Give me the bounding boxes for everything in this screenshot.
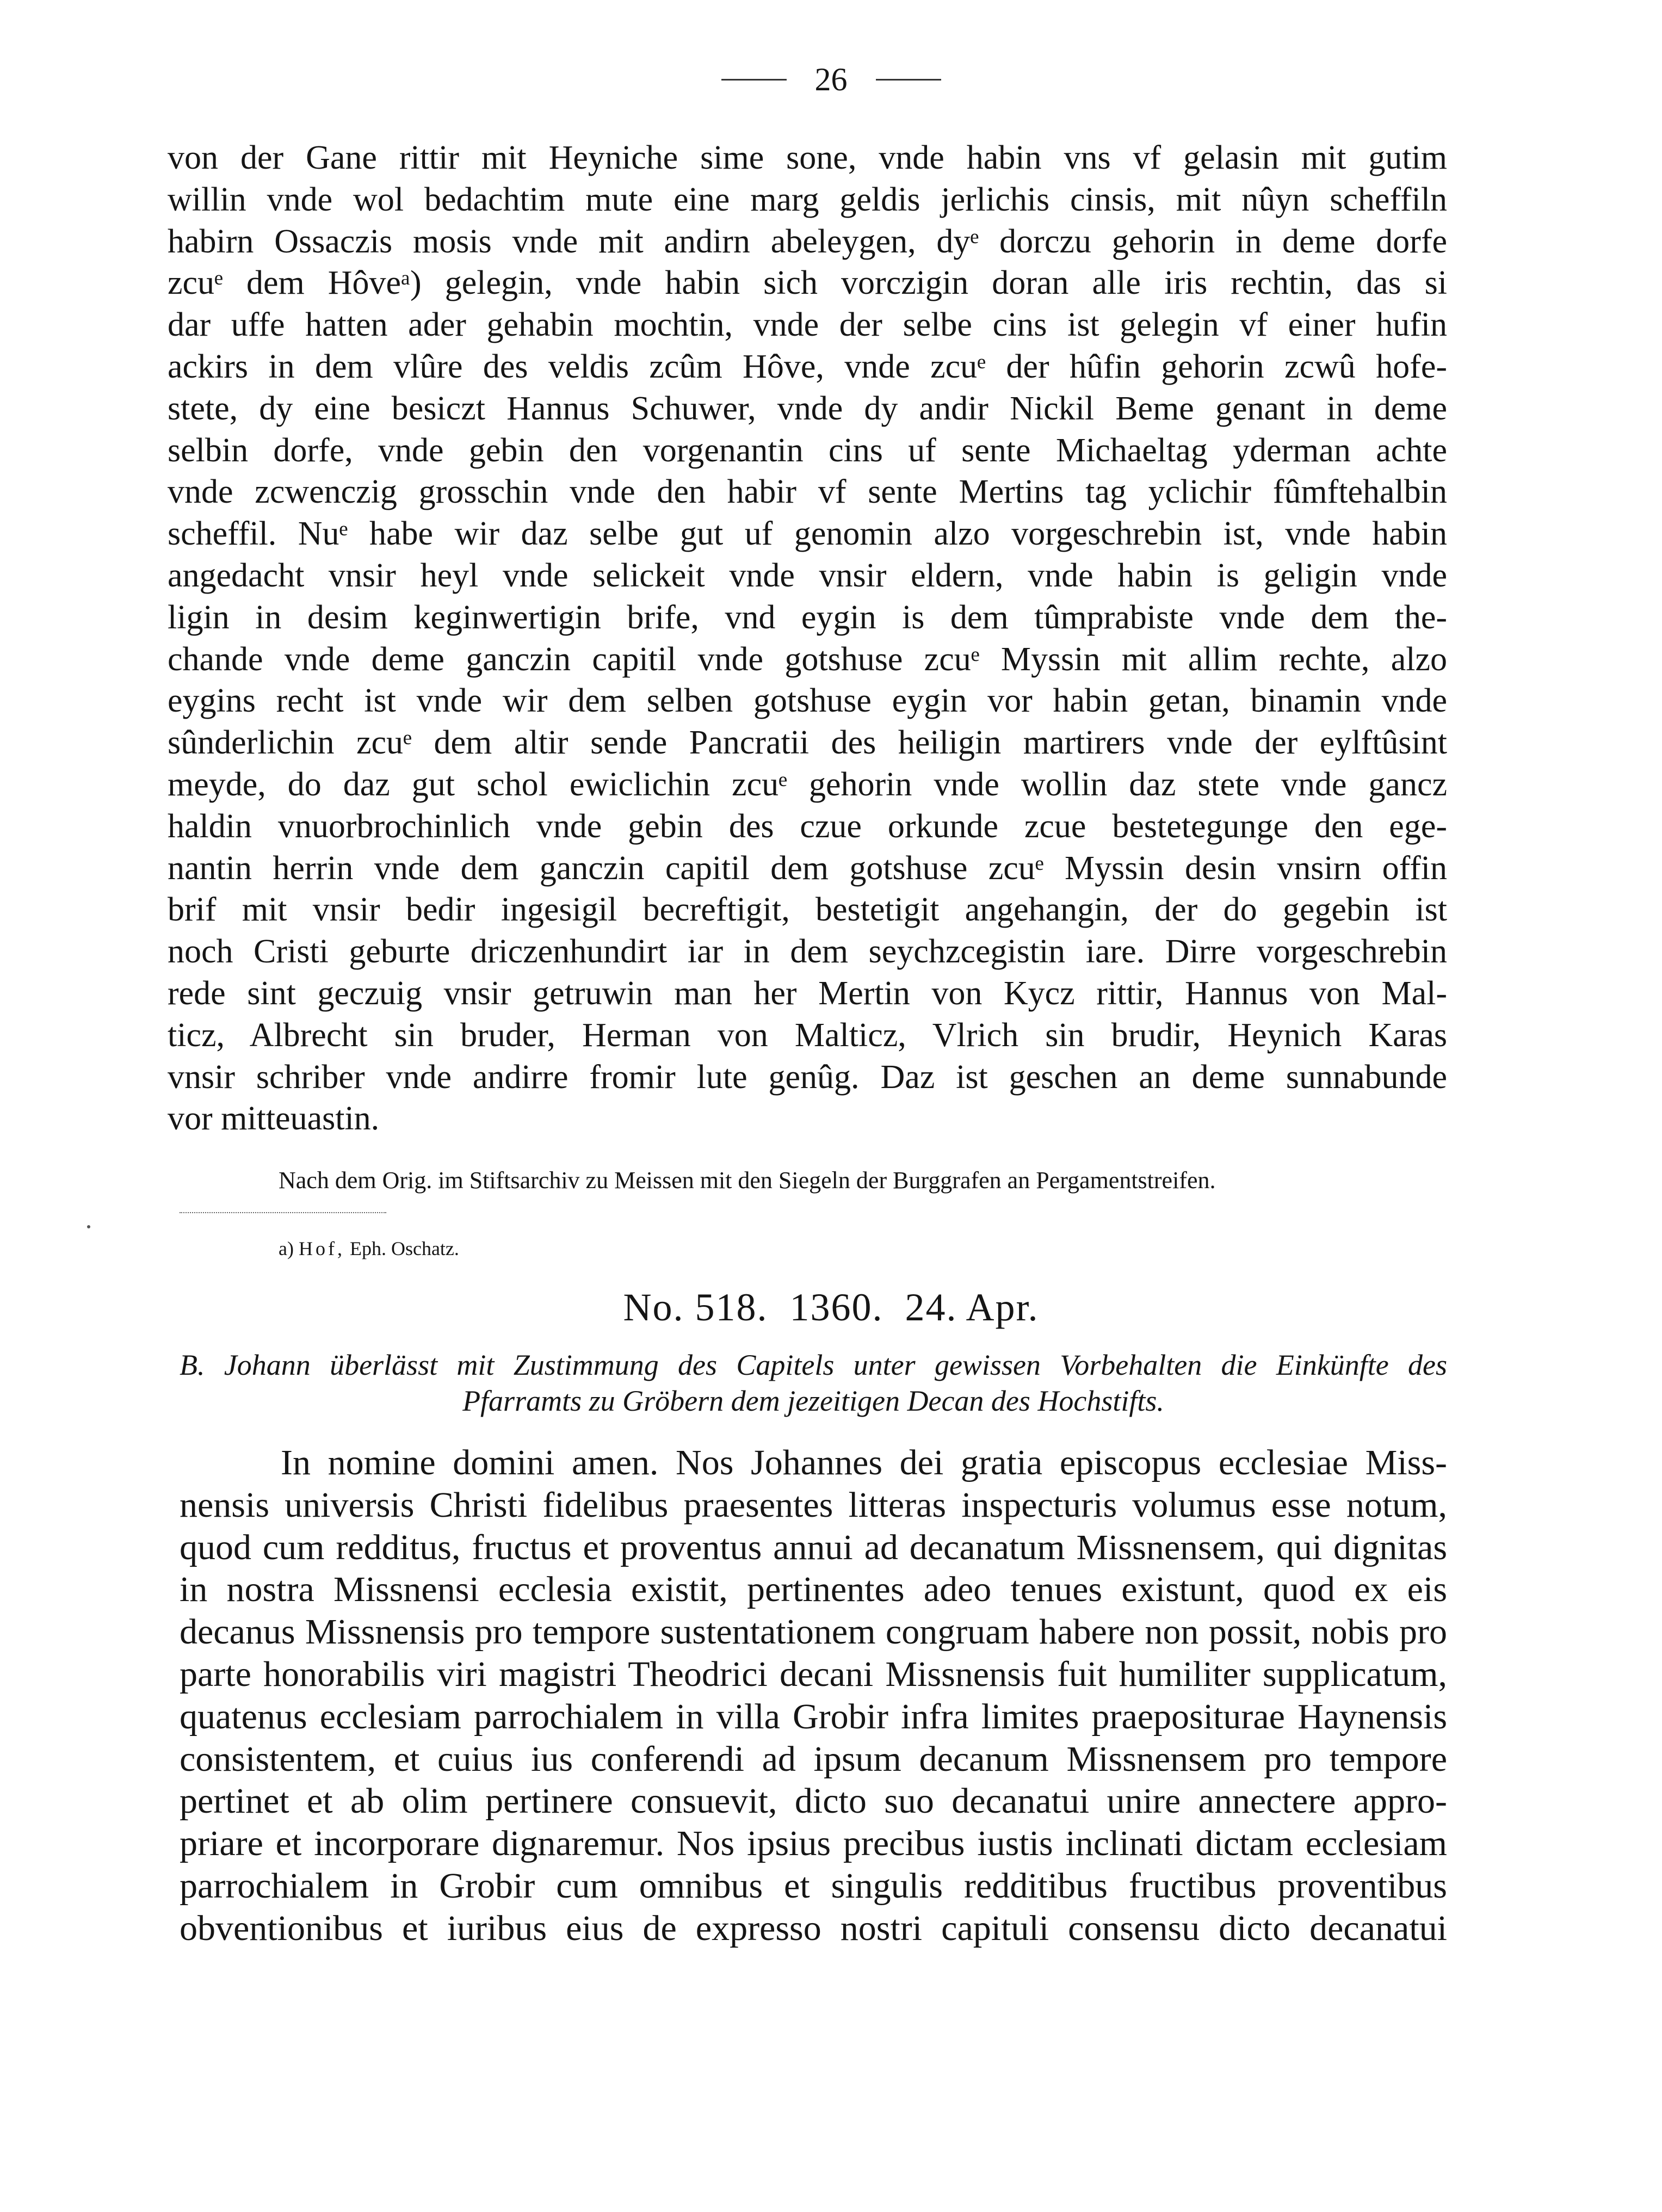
text-line: priare et incorporare dignaremur. Nos ipsius precibus iustis inclinati dictam ecclesiam bbox=[180, 1824, 1447, 1864]
text-line: in nostra Missnensi ecclesia existit, pertinentes adeo tenues existunt, quod ex eis bbox=[180, 1570, 1447, 1610]
header-rule-right bbox=[876, 79, 941, 81]
footnote-marker: a) bbox=[279, 1238, 294, 1259]
text-line: vor mitteuastin. bbox=[168, 1100, 380, 1138]
text-line: sûnderlichin zcuᵉ dem altir sende Pancratii des heiligin martirers vnde der eylftûsint bbox=[168, 724, 1447, 762]
text-line: selbin dorfe, vnde gebin den vorgenantin cins uf sente Michaeltag yderman achte bbox=[168, 431, 1447, 469]
text-line: rede sint geczuig vnsir getruwin man her Mertin von Kycz rittir, Hannus von Mal- bbox=[168, 974, 1447, 1012]
previous-document-text bbox=[168, 137, 1447, 1140]
text-line: haldin vnuorbrochinlich vnde gebin des czue orkunde zcue bestetegunge den ege- bbox=[168, 807, 1447, 845]
source-note: Nach dem Orig. im Stiftsarchiv zu Meissen mit den Siegeln der Burggrafen an Pergamentstreifen. bbox=[279, 1167, 1216, 1194]
document-number: No. 518. bbox=[623, 1286, 768, 1329]
header-rule-left bbox=[721, 79, 787, 81]
text-line: decanus Missnensis pro tempore sustentationem congruam habere non possit, nobis pro bbox=[180, 1612, 1447, 1652]
text-line: vnsir schriber vnde andirre fromir lute genûg. Daz ist geschen an deme sunnabunde bbox=[168, 1058, 1447, 1096]
text-line: vnde zcwenczig grosschin vnde den habir vf sente Mertins tag yclichir fûmftehalbin bbox=[168, 473, 1447, 511]
text-line: nensis universis Christi fidelibus praesentes litteras inspecturis volumus esse notum, bbox=[180, 1485, 1447, 1525]
text-line: brif mit vnsir bedir ingesigil becreftigit, bestetigit angehangin, der do gegebin ist bbox=[168, 891, 1447, 929]
document-heading bbox=[0, 1285, 1662, 1330]
text-line: pertinet et ab olim pertinere consuevit, dicto suo decanatui unire annectere appro- bbox=[180, 1781, 1447, 1821]
text-line: parrochialem in Grobir cum omnibus et singulis redditibus fructibus proventibus bbox=[180, 1865, 1447, 1906]
text-line: consistentem, et cuius ius conferendi ad ipsum decanum Missnensem pro tempore bbox=[180, 1739, 1447, 1779]
text-line: ligin in desim keginwertigin brife, vnd eygin is dem tûmprabiste vnde dem the- bbox=[168, 598, 1447, 636]
text-line: obventionibus et iuribus eius de expresso nostri capituli consensu dicto decanatui bbox=[180, 1908, 1447, 1948]
summary-line: B. Johann überlässt mit Zustimmung des Capitels unter gewissen Vorbehalten die Einkünfte des bbox=[180, 1349, 1447, 1381]
text-line: scheffil. Nuᵉ habe wir daz selbe gut uf genomin alzo vorgeschrebin ist, vnde habin bbox=[168, 515, 1447, 553]
text-line: quatenus ecclesiam parrochialem in villa Grobir infra limites praepositurae Haynensis bbox=[180, 1696, 1447, 1737]
text-line: zcuᵉ dem Hôveᵃ) gelegin, vnde habin sich vorczigin doran alle iris rechtin, das si bbox=[168, 264, 1447, 302]
text-line: ackirs in dem vlûre des veldis zcûm Hôve, vnde zcuᵉ der hûfin gehorin zcwû hofe- bbox=[168, 348, 1447, 385]
footnote bbox=[279, 1237, 459, 1260]
text-line: dar uffe hatten ader gehabin mochtin, vnde der selbe cins ist gelegin vf einer hufin bbox=[168, 306, 1447, 344]
text-line: quod cum redditus, fructus et proventus annui ad decanatum Missnensem, qui dignitas bbox=[180, 1527, 1447, 1567]
text-line: nantin herrin vnde dem ganczin capitil dem gotshuse zcuᵉ Myssin desin vnsirn offin bbox=[168, 849, 1447, 887]
footnote-text: Eph. Oschatz. bbox=[349, 1238, 459, 1259]
text-line: angedacht vnsir heyl vnde selickeit vnde vnsir eldern, vnde habin is geligin vnde bbox=[168, 557, 1447, 594]
margin-speck bbox=[87, 1225, 90, 1228]
text-line: chande vnde deme ganczin capitil vnde gotshuse zcuᵉ Myssin mit allim rechte, alzo bbox=[168, 640, 1447, 678]
footnote-place: Hof, bbox=[298, 1238, 345, 1259]
document-body bbox=[180, 1442, 1447, 1950]
footnote-rule bbox=[180, 1212, 386, 1213]
text-line: ticz, Albrecht sin bruder, Herman von Malticz, Vlrich sin brudir, Heynich Karas bbox=[168, 1016, 1447, 1054]
page-number: 26 bbox=[814, 61, 848, 97]
text-line: noch Cristi geburte driczenhundirt iar in dem seychzcegistin iare. Dirre vorgeschrebin bbox=[168, 933, 1447, 971]
text-line: parte honorabilis viri magistri Theodrici decani Missnensis fuit humiliter supplicatum, bbox=[180, 1654, 1447, 1694]
text-line: willin vnde wol bedachtim mute eine marg geldis jerlichis cinsis, mit nûyn scheffiln bbox=[168, 181, 1447, 218]
document-summary bbox=[180, 1347, 1447, 1419]
document-date: 24. Apr. bbox=[905, 1286, 1039, 1329]
text-line: stete, dy eine besiczt Hannus Schuwer, vnde dy andir Nickil Beme genant in deme bbox=[168, 390, 1447, 427]
document-year: 1360. bbox=[789, 1286, 883, 1329]
text-line: von der Gane rittir mit Heyniche sime sone, vnde habin vns vf gelasin mit gutim bbox=[168, 139, 1447, 176]
text-line: In nomine domini amen. Nos Johannes dei gratia episcopus ecclesiae Miss- bbox=[281, 1443, 1447, 1482]
text-line: eygins recht ist vnde wir dem selben gotshuse eygin vor habin getan, binamin vnde bbox=[168, 682, 1447, 720]
text-line: habirn Ossaczis mosis vnde mit andirn abeleygen, dyᵉ dorczu gehorin in deme dorfe bbox=[168, 223, 1447, 260]
page-header bbox=[0, 61, 1662, 98]
summary-line: Pfarramts zu Gröbern dem jezeitigen Decan des Hochstifts. bbox=[462, 1385, 1164, 1417]
text-line: meyde, do daz gut schol ewiclichin zcuᵉ gehorin vnde wollin daz stete vnde gancz bbox=[168, 765, 1447, 803]
